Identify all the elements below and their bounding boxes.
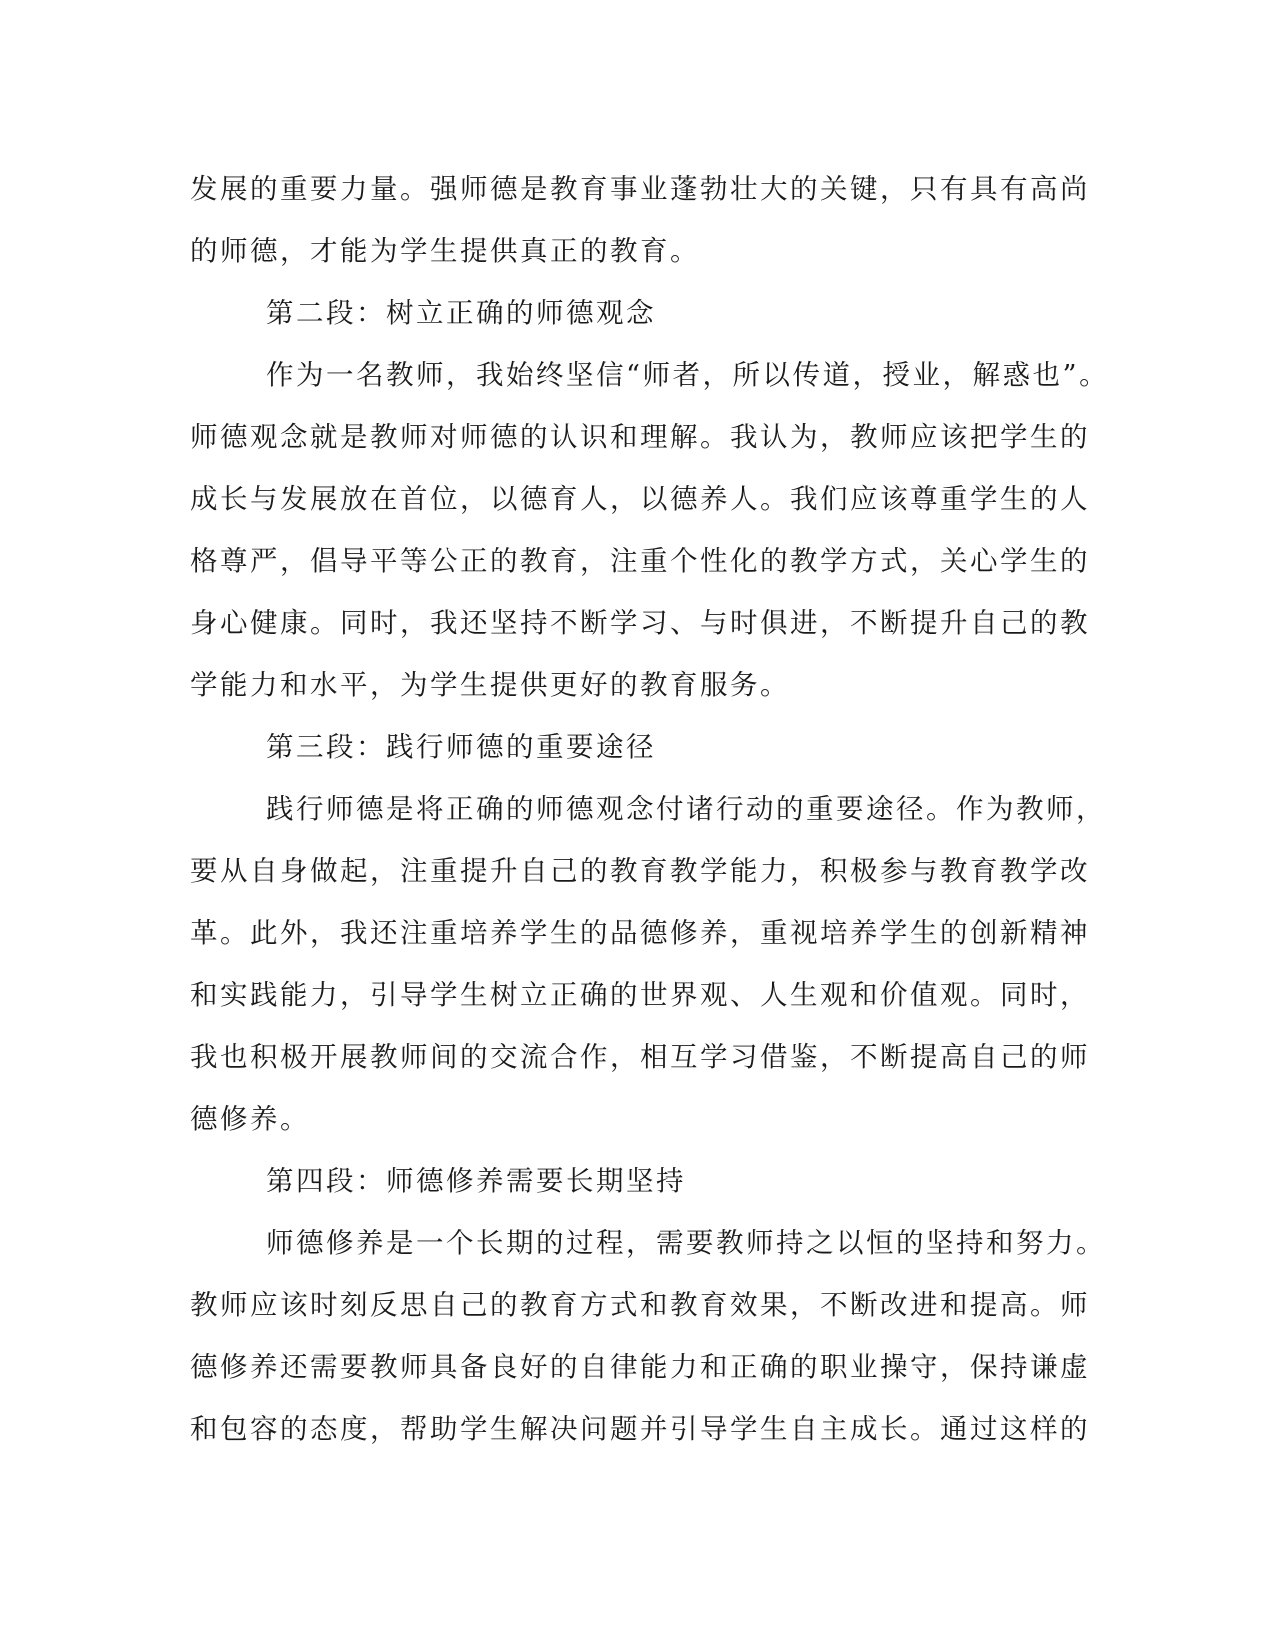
body-line: 要从自身做起，注重提升自己的教育教学能力，积极参与教育教学改: [190, 855, 1090, 887]
body-line: 德修养还需要教师具备良好的自律能力和正确的职业操守，保持谦虚: [190, 1351, 1090, 1383]
body-line: 和实践能力，引导学生树立正确的世界观、人生观和价值观。同时，: [190, 979, 1090, 1011]
body-line: 教师应该时刻反思自己的教育方式和教育效果，不断改进和提高。师: [190, 1289, 1090, 1321]
paragraph-first-line: 师德修养是一个长期的过程，需要教师持之以恒的坚持和努力。: [266, 1227, 1106, 1259]
body-line: 师德观念就是教师对师德的认识和理解。我认为，教师应该把学生的: [190, 421, 1090, 453]
body-line: 我也积极开展教师间的交流合作，相互学习借鉴，不断提高自己的师: [190, 1041, 1090, 1073]
body-line: 格尊严，倡导平等公正的教育，注重个性化的教学方式，关心学生的: [190, 545, 1090, 577]
body-line: 发展的重要力量。强师德是教育事业蓬勃壮大的关键，只有具有高尚: [190, 173, 1090, 205]
body-line: 的师德，才能为学生提供真正的教育。: [190, 235, 700, 267]
paragraph-first-line: 践行师德是将正确的师德观念付诸行动的重要途径。作为教师，: [266, 793, 1106, 825]
section-heading: 第四段：师德修养需要长期坚持: [266, 1165, 686, 1197]
document-body: [190, 158, 1110, 1460]
body-line: 身心健康。同时，我还坚持不断学习、与时俱进，不断提升自己的教: [190, 607, 1090, 639]
body-line: 德修养。: [190, 1103, 310, 1135]
body-line: 成长与发展放在首位，以德育人，以德养人。我们应该尊重学生的人: [190, 483, 1090, 515]
section-heading: 第三段：践行师德的重要途径: [266, 731, 656, 763]
body-line: 和包容的态度，帮助学生解决问题并引导学生自主成长。通过这样的: [190, 1413, 1090, 1445]
section-heading: 第二段：树立正确的师德观念: [266, 297, 656, 329]
body-line: 革。此外，我还注重培养学生的品德修养，重视培养学生的创新精神: [190, 917, 1090, 949]
paragraph-first-line: 作为一名教师，我始终坚信“师者，所以传道，授业，解惑也”。: [266, 359, 1110, 391]
body-line: 学能力和水平，为学生提供更好的教育服务。: [190, 669, 790, 701]
